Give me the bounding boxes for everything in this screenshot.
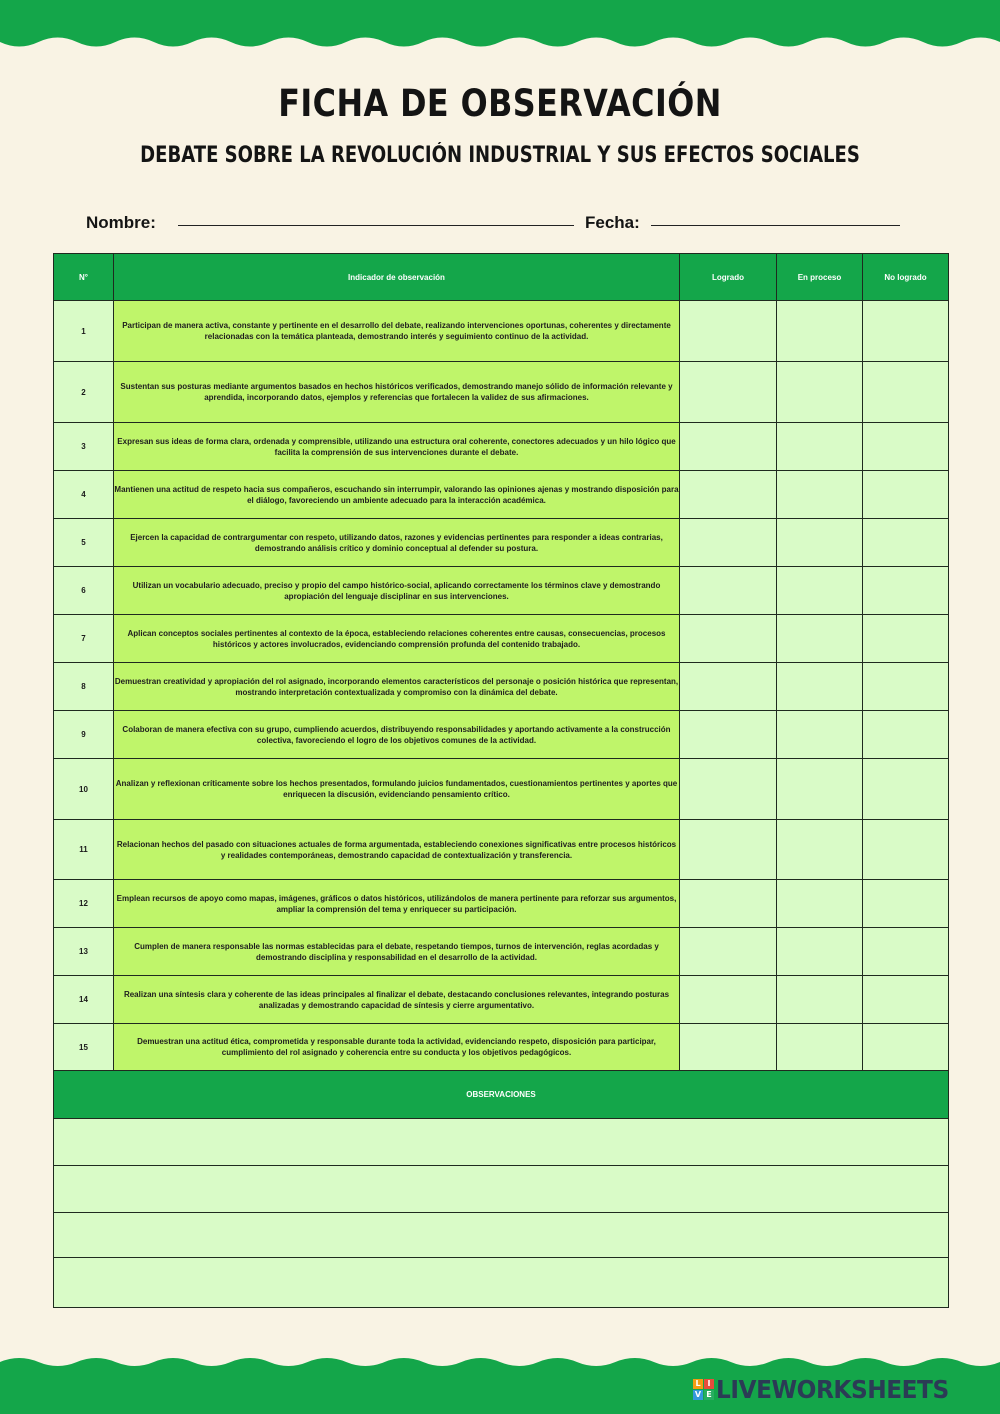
observations-row — [54, 1258, 949, 1308]
in-progress-cell[interactable] — [777, 759, 863, 820]
brand-name: LIVEWORKSHEETS — [716, 1374, 949, 1404]
column-header-indicator: Indicador de observación — [114, 254, 680, 301]
achieved-cell[interactable] — [680, 301, 777, 362]
achieved-cell[interactable] — [680, 759, 777, 820]
table-row — [54, 928, 949, 976]
liveworksheets-logo-icon: L I V E — [693, 1379, 714, 1400]
row-number: 9 — [54, 711, 114, 759]
table-row — [54, 567, 949, 615]
observations-line[interactable] — [54, 1258, 949, 1308]
not-achieved-cell[interactable] — [863, 567, 949, 615]
indicator-text: Demuestran una actitud ética, comprometida y responsable durante toda la actividad, evidenciando respeto, disposición para participar, cumplimiento del rol asignado y coherencia entre su conducta y los objetivos pedagógicos. — [114, 1024, 680, 1071]
top-wave-band — [0, 0, 1000, 56]
row-number: 14 — [54, 976, 114, 1024]
table-row — [54, 759, 949, 820]
in-progress-cell[interactable] — [777, 928, 863, 976]
in-progress-cell[interactable] — [777, 471, 863, 519]
in-progress-cell[interactable] — [777, 423, 863, 471]
in-progress-cell[interactable] — [777, 820, 863, 880]
not-achieved-cell[interactable] — [863, 1024, 949, 1071]
column-header-number: N° — [54, 254, 114, 301]
column-header-in-progress: En proceso — [777, 254, 863, 301]
in-progress-cell[interactable] — [777, 301, 863, 362]
indicator-text: Colaboran de manera efectiva con su grupo, cumpliendo acuerdos, distribuyendo responsabilidades y aportando activamente a la construcción colectiva, favoreciendo el logro de los objetivos comunes de la actividad. — [114, 711, 680, 759]
observations-header: OBSERVACIONES — [54, 1071, 949, 1119]
achieved-cell[interactable] — [680, 976, 777, 1024]
in-progress-cell[interactable] — [777, 880, 863, 928]
name-label: Nombre: — [86, 213, 156, 232]
table-row — [54, 976, 949, 1024]
row-number: 1 — [54, 301, 114, 362]
in-progress-cell[interactable] — [777, 567, 863, 615]
indicator-text: Cumplen de manera responsable las normas establecidas para el debate, respetando tiempos, turnos de intervención, reglas acordadas y demostrando disciplina y responsabilidad en el desarrollo de la actividad. — [114, 928, 680, 976]
indicator-text: Utilizan un vocabulario adecuado, preciso y propio del campo histórico-social, aplicando correctamente los términos clave y demostrando apropiación del lenguaje disciplinar en sus intervenciones. — [114, 567, 680, 615]
not-achieved-cell[interactable] — [863, 928, 949, 976]
table-row — [54, 301, 949, 362]
observations-line[interactable] — [54, 1166, 949, 1213]
not-achieved-cell[interactable] — [863, 471, 949, 519]
in-progress-cell[interactable] — [777, 615, 863, 663]
table-row — [54, 615, 949, 663]
observations-line[interactable] — [54, 1213, 949, 1258]
achieved-cell[interactable] — [680, 423, 777, 471]
not-achieved-cell[interactable] — [863, 301, 949, 362]
achieved-cell[interactable] — [680, 615, 777, 663]
indicator-text: Participan de manera activa, constante y pertinente en el desarrollo del debate, realizando intervenciones oportunas, coherentes y directamente relacionadas con la temática planteada, demostrando interés y seguimiento continuo de la actividad. — [114, 301, 680, 362]
table-row — [54, 519, 949, 567]
achieved-cell[interactable] — [680, 880, 777, 928]
achieved-cell[interactable] — [680, 663, 777, 711]
table-row — [54, 423, 949, 471]
observations-line[interactable] — [54, 1119, 949, 1166]
row-number: 4 — [54, 471, 114, 519]
row-number: 5 — [54, 519, 114, 567]
indicator-text: Demuestran creatividad y apropiación del rol asignado, incorporando elementos característicos del personaje o posición histórica que representan, mostrando interpretación contextualizada y compromiso con la dinámica del debate. — [114, 663, 680, 711]
indicator-text: Relacionan hechos del pasado con situaciones actuales de forma argumentada, estableciendo conexiones significativas entre procesos históricos y realidades contemporáneas, demostrando capacidad de contextualización y transferencia. — [114, 820, 680, 880]
achieved-cell[interactable] — [680, 928, 777, 976]
achieved-cell[interactable] — [680, 711, 777, 759]
not-achieved-cell[interactable] — [863, 820, 949, 880]
achieved-cell[interactable] — [680, 567, 777, 615]
in-progress-cell[interactable] — [777, 362, 863, 423]
liveworksheets-brand — [693, 1374, 966, 1404]
indicator-text: Expresan sus ideas de forma clara, ordenada y comprensible, utilizando una estructura oral coherente, conectores adecuados y un hilo lógico que facilita la comprensión de sus intervenciones durante el debate. — [114, 423, 680, 471]
observations-row — [54, 1166, 949, 1213]
name-input-line[interactable] — [178, 225, 574, 226]
in-progress-cell[interactable] — [777, 1024, 863, 1071]
in-progress-cell[interactable] — [777, 711, 863, 759]
column-header-achieved: Logrado — [680, 254, 777, 301]
not-achieved-cell[interactable] — [863, 663, 949, 711]
row-number: 15 — [54, 1024, 114, 1071]
table-row — [54, 711, 949, 759]
indicator-text: Realizan una síntesis clara y coherente de las ideas principales al finalizar el debate, destacando conclusiones relevantes, integrando posturas analizadas y demostrando capacidad de síntesis y cierre argumentativo. — [114, 976, 680, 1024]
observations-row — [54, 1213, 949, 1258]
table-header-row — [54, 254, 949, 301]
date-input-line[interactable] — [651, 225, 900, 226]
observations-header-row — [54, 1071, 949, 1119]
not-achieved-cell[interactable] — [863, 880, 949, 928]
row-number: 11 — [54, 820, 114, 880]
achieved-cell[interactable] — [680, 471, 777, 519]
indicator-text: Aplican conceptos sociales pertinentes al contexto de la época, estableciendo relaciones coherentes entre causas, consecuencias, procesos históricos y actores involucrados, evidenciando comprensión profunda del contenido trabajado. — [114, 615, 680, 663]
in-progress-cell[interactable] — [777, 976, 863, 1024]
achieved-cell[interactable] — [680, 362, 777, 423]
column-header-not-achieved: No logrado — [863, 254, 949, 301]
not-achieved-cell[interactable] — [863, 423, 949, 471]
page-title: FICHA DE OBSERVACIÓN — [278, 82, 722, 125]
not-achieved-cell[interactable] — [863, 759, 949, 820]
in-progress-cell[interactable] — [777, 519, 863, 567]
indicator-text: Sustentan sus posturas mediante argumentos basados en hechos históricos verificados, demostrando manejo sólido de información relevante y aprendida, incorporando datos, ejemplos y referencias que fortalecen la validez de sus afirmaciones. — [114, 362, 680, 423]
table-row — [54, 471, 949, 519]
table-row — [54, 880, 949, 928]
table-row — [54, 663, 949, 711]
row-number: 6 — [54, 567, 114, 615]
row-number: 8 — [54, 663, 114, 711]
row-number: 10 — [54, 759, 114, 820]
indicator-text: Emplean recursos de apoyo como mapas, imágenes, gráficos o datos históricos, utilizándolos de manera pertinente para reforzar sus argumentos, ampliar la comprensión del tema y enriquecer su participación. — [114, 880, 680, 928]
observation-table — [53, 253, 949, 1308]
observations-row — [54, 1119, 949, 1166]
indicator-text: Ejercen la capacidad de contrargumentar con respeto, utilizando datos, razones y evidencias pertinentes para responder a ideas contrarias, demostrando análisis crítico y dominio conceptual al defender su postura. — [114, 519, 680, 567]
row-number: 2 — [54, 362, 114, 423]
not-achieved-cell[interactable] — [863, 976, 949, 1024]
not-achieved-cell[interactable] — [863, 711, 949, 759]
table-row — [54, 1024, 949, 1071]
table-row — [54, 820, 949, 880]
row-number: 12 — [54, 880, 114, 928]
row-number: 13 — [54, 928, 114, 976]
indicator-text: Mantienen una actitud de respeto hacia sus compañeros, escuchando sin interrumpir, valorando las opiniones ajenas y mostrando disposición para el diálogo, favoreciendo un ambiente adecuado para la interacción académica. — [114, 471, 680, 519]
achieved-cell[interactable] — [680, 519, 777, 567]
page-subtitle: DEBATE SOBRE LA REVOLUCIÓN INDUSTRIAL Y SUS EFECTOS SOCIALES — [140, 143, 860, 168]
in-progress-cell[interactable] — [777, 663, 863, 711]
row-number: 7 — [54, 615, 114, 663]
not-achieved-cell[interactable] — [863, 519, 949, 567]
indicator-text: Analizan y reflexionan críticamente sobre los hechos presentados, formulando juicios fundamentados, cuestionamientos pertinentes y aportes que enriquecen la discusión, evidenciando pensamiento crítico. — [114, 759, 680, 820]
row-number: 3 — [54, 423, 114, 471]
date-label: Fecha: — [585, 213, 640, 232]
achieved-cell[interactable] — [680, 820, 777, 880]
table-row — [54, 362, 949, 423]
not-achieved-cell[interactable] — [863, 615, 949, 663]
achieved-cell[interactable] — [680, 1024, 777, 1071]
not-achieved-cell[interactable] — [863, 362, 949, 423]
